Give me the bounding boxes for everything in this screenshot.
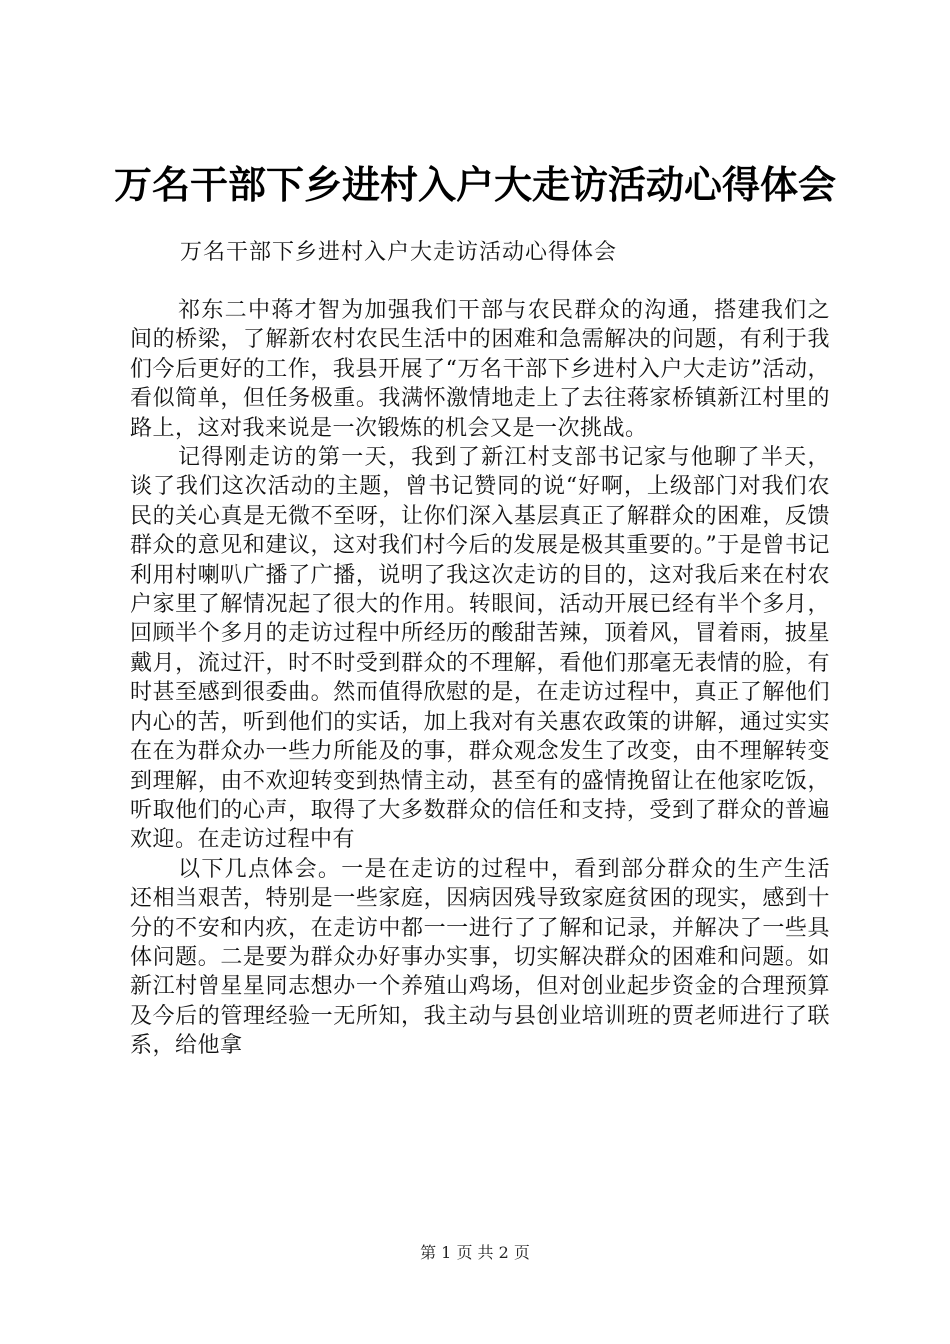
page-title: 万名干部下乡进村入户大走访活动心得体会 <box>113 163 836 207</box>
body-paragraph: 祁东二中蒋才智为加强我们干部与农民群众的沟通，搭建我们之间的桥梁，了解新农村农民生活中的困难和急需解决的问题，有利于我们今后更好的工作，我县开展了“万名干部下乡进村入户大走访”活动，看似简单，但任务极重。我满怀激情地走上了去往蒋家桥镇新江村里的路上，这对我来说是一次锻炼的机会又是一次挑战。 <box>130 298 830 441</box>
document-body <box>130 296 830 1061</box>
body-paragraph: 记得刚走访的第一天，我到了新江村支部书记家与他聊了半天，谈了我们这次活动的主题，曾书记赞同的说“好啊，上级部门对我们农民的关心真是无微不至呀，让你们深入基层真正了解群众的困难，反馈群众的意见和建议，这对我们村今后的发展是极其重要的。”于是曾书记利用村喇叭广播了广播，说明了我这次走访的目的，这对我后来在村农户家里了解情况起了很大的作用。转眼间，活动开展已经有半个多月，回顾半个多月的走访过程中所经历的酸甜苦辣，顶着风，冒着雨，披星戴月，流过汗，时不时受到群众的不理解，看他们那毫无表情的脸，有时甚至感到很委曲。然而值得欣慰的是，在走访过程中，真正了解他们内心的苦，听到他们的实话，加上我对有关惠农政策的讲解，通过实实在在为群众办一些力所能及的事，群众观念发生了改变，由不理解转变到理解，由不欢迎转变到热情主动，甚至有的盛情挽留让在他家吃饭，听取他们的心声，取得了大多数群众的信任和支持，受到了群众的普遍欢迎。在走访过程中有 <box>130 445 830 853</box>
document-subtitle: 万名干部下乡进村入户大走访活动心得体会 <box>180 240 618 265</box>
page-number-footer: 第 1 页 共 2 页 <box>420 1243 530 1262</box>
body-paragraph: 以下几点体会。一是在走访的过程中，看到部分群众的生产生活还相当艰苦，特别是一些家庭，因病因残导致家庭贫困的现实，感到十分的不安和内疚，在走访中都一一进行了了解和记录，并解决了一些具体问题。二是要为群众办好事办实事，切实解决群众的困难和问题。如新江村曾星星同志想办一个养殖山鸡场，但对创业起步资金的合理预算及今后的管理经验一无所知，我主动与县创业培训班的贾老师进行了联系，给他拿 <box>130 856 830 1059</box>
